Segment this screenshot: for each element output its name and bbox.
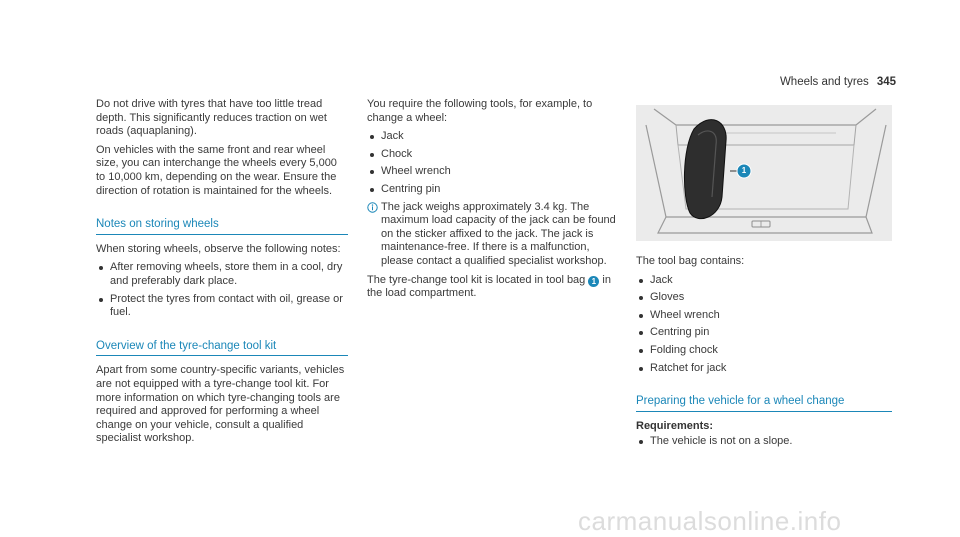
paragraph-tread-depth: Do not drive with tyres that have too little tread depth. This significantly reduces traction on wet roads (aquaplaning). [96,98,327,138]
heading-preparing-vehicle: Preparing the vehicle for a wheel change [636,395,892,412]
page-header [780,76,896,88]
list-item: Gloves [636,291,892,305]
watermark: carmanualsonline.info [578,506,842,536]
tools-intro: You require the following tools, for example, to change a wheel: [367,98,593,124]
location-text-before: The tyre-change tool kit is located in tool bag [367,273,586,286]
list-item: Centring pin [367,183,617,197]
list-item: The vehicle is not on a slope. [636,435,892,449]
list-item: After removing wheels, store them in a cool, dry and preferably dark place. [96,261,348,288]
heading-tool-kit-overview: Overview of the tyre-change tool kit [96,340,348,357]
load-compartment-illustration [636,105,892,241]
list-item: Centring pin [636,326,892,340]
column-left [96,98,348,451]
paragraph-interchange-wheels: On vehicles with the same front and rear wheel size, you can interchange the wheels every 5,000 to 10,000 km, depending on the wear. Ensure the direction of rotation is maintained for the wheels. [96,143,337,197]
tool-bag-intro: The tool bag contains: [636,255,745,267]
list-item: Chock [367,148,617,162]
list-item: Jack [636,274,892,288]
page-number: 345 [876,76,896,88]
storing-intro: When storing wheels, observe the following notes: [96,242,341,255]
tool-bag-list [636,274,892,376]
info-note [367,201,617,269]
tools-list [367,130,617,196]
requirements-list [636,435,892,449]
list-item: Wheel wrench [367,165,617,179]
column-right [636,98,892,453]
column-middle [367,98,617,306]
tool-kit-location [367,274,617,301]
paragraph-tool-kit: Apart from some country-specific variants, vehicles are not equipped with a tyre-change tool kit. For more information on which tyre-changing tools are required and approved for performing a wheel change on your vehicle, consult a qualified specialist workshop. [96,364,345,445]
list-item: Folding chock [636,344,892,358]
heading-storing-wheels: Notes on storing wheels [96,218,348,235]
list-item: Protect the tyres from contact with oil, grease or fuel. [96,293,348,320]
list-item: Wheel wrench [636,309,892,323]
note-text: The jack weighs approximately 3.4 kg. The maximum load capacity of the jack can be found on the sticker affixed to the jack. The jack is maintenance-free. If there is a malfunction, please contact a qualified specialist workshop. [381,200,616,267]
load-compartment-figure [636,105,892,241]
info-icon [367,202,378,213]
location-text-after: in the load compartment. [367,273,611,300]
figure-callout-label: 1 [741,166,747,175]
requirements-label: Requirements: [636,419,714,432]
section-title: Wheels and tyres [779,76,869,88]
storing-list [96,261,348,319]
list-item: Ratchet for jack [636,362,892,376]
list-item: Jack [367,130,617,144]
callout-badge-icon: 1 [588,276,599,287]
